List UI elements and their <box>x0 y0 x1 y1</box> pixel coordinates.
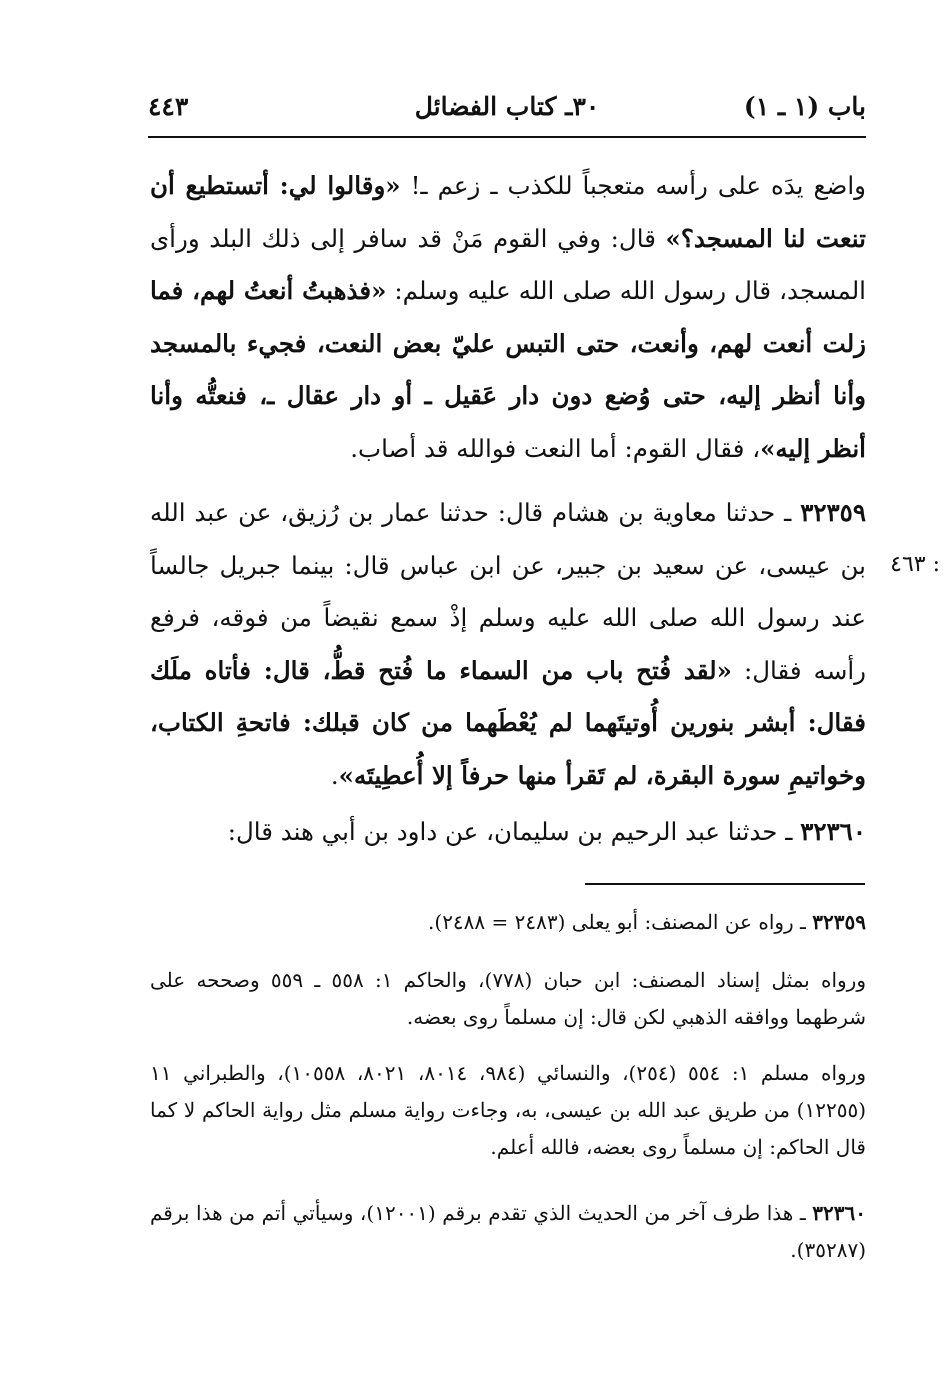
paragraph-1 <box>150 160 866 475</box>
footnote-text: ـ هذا طرف آخر من الحديث الذي تقدم برقم (١٢٠٠١)، وسيأتي أتم من هذا برقم (٣٥٢٨٧). <box>150 1201 866 1262</box>
hadith-quote: «لقد فُتح باب من السماء ما فُتح قطُّ، قال: فأتاه ملَك فقال: أبشر بنورين أُوتيتَهما لم يُعْطَهما من كان قبلك: فاتحةِ الكتاب، وخواتيمِ سورة البقرة، لم تَقرأ منها حرفاً إلا أُعطِيتَه» <box>150 655 866 790</box>
hadith-number: ٣٢٣٦٠ <box>800 817 866 846</box>
footnote-number: ٣٢٣٥٩ <box>812 910 866 934</box>
hadith-end: . <box>330 760 339 790</box>
para1-quote-1: «وقالوا لي: أتستطيع أن تنعت لنا المسجد؟» <box>150 171 866 253</box>
para1-text-1: واضع يدَه على رأسه متعجباً للكذب ـ زعم ـ! <box>400 171 866 200</box>
hadith-isnad: ـ حدثنا عبد الرحيم بن سليمان، عن داود بن أبي هند قال: <box>227 817 801 846</box>
para1-text-3: ، فقال القوم: أما النعت فوالله قد أصاب. <box>350 433 761 463</box>
footnote-1 <box>150 904 866 941</box>
book-title: ٣٠ـ كتاب الفضائل <box>414 92 600 121</box>
para1-text-2: قال: وفي القوم مَنْ قد سافر إلى ذلك البلد ورأى المسجد، قال رسول الله صلى الله عليه وسلم: <box>150 223 866 305</box>
running-header <box>148 88 866 132</box>
footnote-text: ورواه بمثل إسناد المصنف: ابن حبان (٧٧٨)، والحاكم ١: ٥٥٨ ـ ٥٥٩ وصححه على شرطهما ووافقه الذهبي لكن قال: إن مسلماً روى بعضه. <box>150 968 866 1029</box>
footnote-2 <box>150 962 866 1036</box>
margin-volume-page: : ٤٦٣ <box>890 552 940 577</box>
footnote-text: ـ رواه عن المصنف: أبو يعلى (٢٤٨٣ = ٢٤٨٨). <box>428 910 813 934</box>
header-rule <box>148 136 866 138</box>
chapter-title: باب (١ ـ ١) <box>743 92 866 121</box>
hadith-32360 <box>150 806 866 859</box>
hadith-number: ٣٢٣٥٩ <box>800 498 866 527</box>
para1-quote-2: «فذهبتُ أنعتُ لهم، فما زلت أنعت لهم، وأنعت، حتى التبس عليّ بعض النعت، فجيء بالمسجد وأنا أنظر إليه، حتى وُضع دون دار عَقيل ـ أو دار عقال ـ، فنعتُّه وأنا أنظر إليه» <box>150 276 866 463</box>
footnote-text: ورواه مسلم ١: ٥٥٤ (٢٥٤)، والنسائي (٩٨٤، ٨٠١٤، ٨٠٢١، ١٠٥٥٨)، والطبراني ١١ (١٢٢٥٥) من طريق عبد الله بن عيسى، به، وجاءت رواية مسلم مثل رواية الحاكم لا كما قال الحاكم: إن مسلماً روى بعضه، فالله أعلم. <box>150 1061 867 1159</box>
footnote-number: ٣٢٣٦٠ <box>812 1201 866 1225</box>
hadith-isnad: ـ حدثنا معاوية بن هشام قال: حدثنا عمار بن رُزيق، عن عبد الله بن عيسى، عن سعيد بن جبير، عن ابن عباس قال: بينما جبريل جالساً عند رسول الله صلى الله عليه وسلم إذْ سمع نقيضاً من فوقه، فرفع رأسه فقال: <box>150 498 866 685</box>
hadith-32359 <box>150 487 866 802</box>
footnote-3 <box>150 1055 866 1166</box>
footnote-separator <box>585 883 865 885</box>
page-number: ٤٤٣ <box>148 92 189 121</box>
footnote-4 <box>150 1195 866 1269</box>
